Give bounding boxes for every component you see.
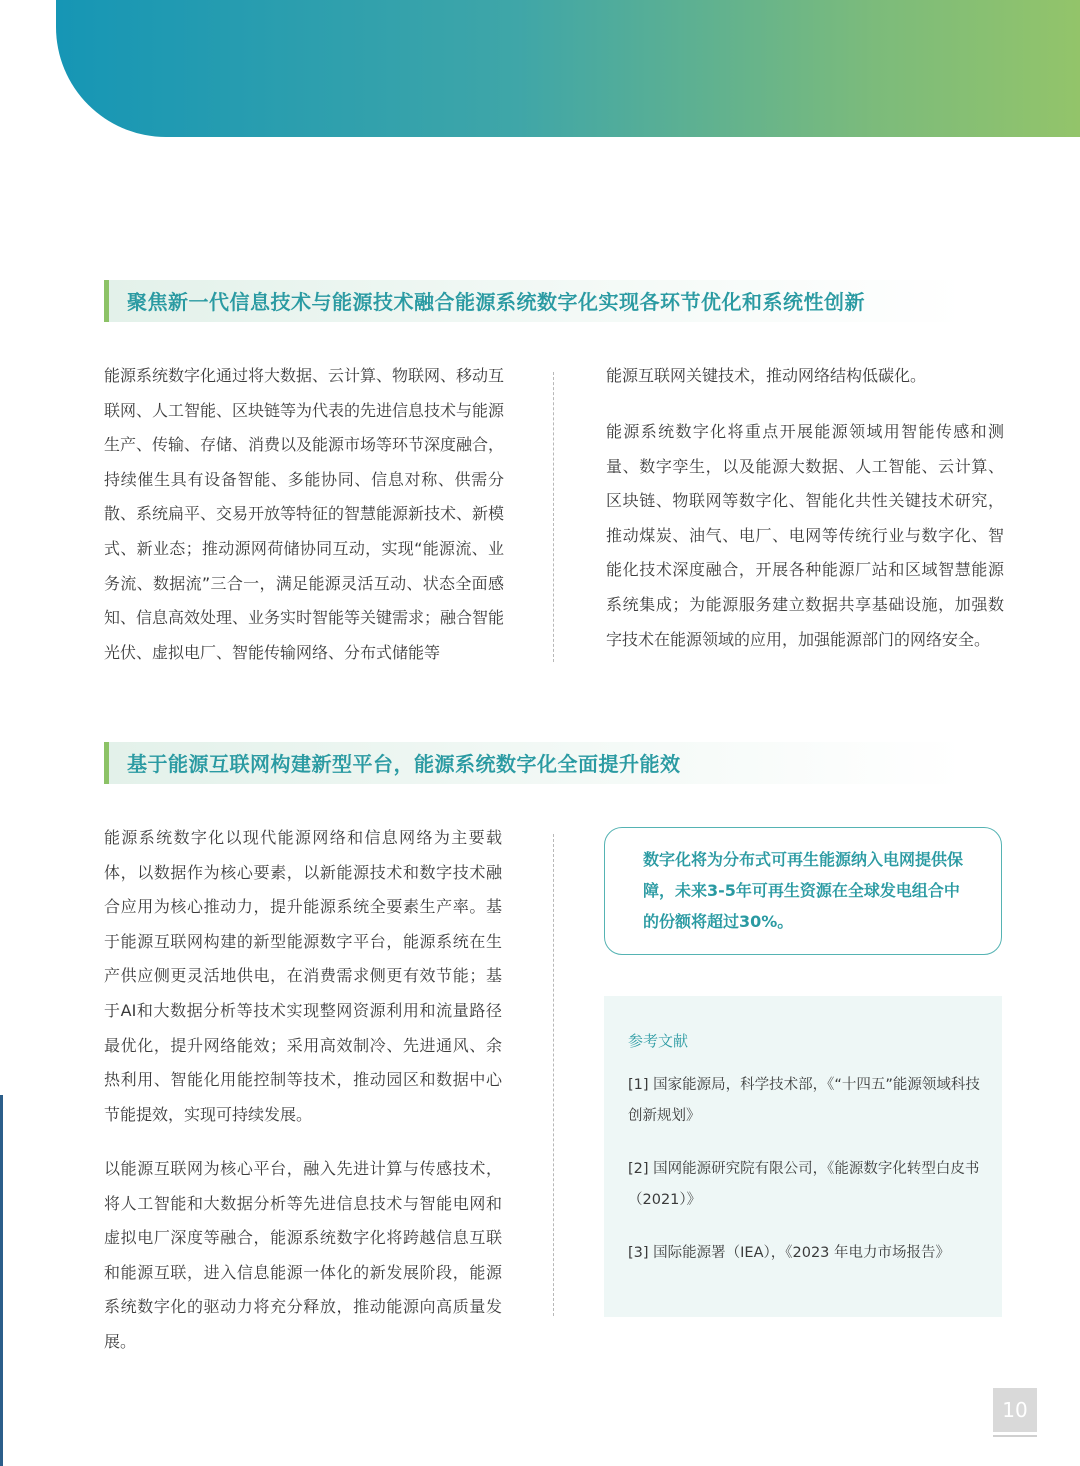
section-1-right-paragraph-1: 能源互联网关键技术，推动网络结构低碳化。 xyxy=(606,366,927,385)
references-title: 参考文献 xyxy=(628,1032,689,1050)
header-banner xyxy=(56,0,1080,137)
reference-item-1: [1] 国家能源局，科学技术部，《“十四五”能源领域科技创新规划》 xyxy=(628,1077,980,1124)
callout-text: 数字化将为分布式可再生能源纳入电网提供保障，未来3-5年可再生资源在全球发电组合中的份额将超过30%。 xyxy=(643,850,964,931)
callout-box xyxy=(604,827,1002,955)
section-heading-2-text: 基于能源互联网构建新型平台，能源系统数字化全面提升能效 xyxy=(127,752,681,776)
page-number: 10 xyxy=(993,1388,1037,1432)
section-1-column-divider xyxy=(553,372,554,662)
left-edge-bar xyxy=(0,1095,3,1466)
section-1-right-paragraph-2: 能源系统数字化将重点开展能源领域用智能传感和测量、数字孪生，以及能源大数据、人工智能、云计算、区块链、物联网等数字化、智能化共性关键技术研究，推动煤炭、油气、电厂、电网等传统行业与数字化、智能化技术深度融合，开展各种能源厂站和区域智慧能源系统集成；为能源服务建立数据共享基础设施，加强数字技术在能源领域的应用，加强能源部门的网络安全。 xyxy=(606,422,1004,649)
references-box xyxy=(604,996,1002,1317)
page-number-underline xyxy=(993,1435,1037,1437)
section-heading-1-text: 聚焦新一代信息技术与能源技术融合能源系统数字化实现各环节优化和系统性创新 xyxy=(127,290,865,314)
section-2-column-divider xyxy=(553,834,554,1316)
section-2-left-paragraph-1: 能源系统数字化以现代能源网络和信息网络为主要载体，以数据作为核心要素，以新能源技术和数字技术融合应用为核心推动力，提升能源系统全要素生产率。基于能源互联网构建的新型能源数字平台，能源系统在生产供应侧更灵活地供电，在消费需求侧更有效节能；基于AI和大数据分析等技术实现整网资源利用和流量路径最优化，提升网络能效；采用高效制冷、先进通风、余热利用、智能化用能控制等技术，推动园区和数据中心节能提效，实现可持续发展。 xyxy=(104,828,502,1124)
section-heading-2 xyxy=(104,742,964,784)
reference-item-2: [2] 国网能源研究院有限公司，《能源数字化转型白皮书（2021）》 xyxy=(628,1161,980,1208)
section-1-left-paragraph: 能源系统数字化通过将大数据、云计算、物联网、移动互联网、人工智能、区块链等为代表的先进信息技术与能源生产、传输、存储、消费以及能源市场等环节深度融合，持续催生具有设备智能、多能协同、信息对称、供需分散、系统扁平、交易开放等特征的智慧能源新技术、新模式、新业态；推动源网荷储协同互动，实现“能源流、业务流、数据流”三合一，满足能源灵活互动、状态全面感知、信息高效处理、业务实时智能等关键需求；融合智能光伏、虚拟电厂、智能传输网络、分布式储能等 xyxy=(104,366,505,662)
section-heading-1 xyxy=(104,280,964,322)
reference-item-3: [3] 国际能源署（IEA），《2023 年电力市场报告》 xyxy=(628,1245,951,1261)
section-2-left-paragraph-2: 以能源互联网为核心平台，融入先进计算与传感技术，将人工智能和大数据分析等先进信息技术与智能电网和虚拟电厂深度等融合，能源系统数字化将跨越信息互联和能源互联，进入信息能源一体化的新发展阶段，能源系统数字化的驱动力将充分释放，推动能源向高质量发展。 xyxy=(104,1159,502,1351)
